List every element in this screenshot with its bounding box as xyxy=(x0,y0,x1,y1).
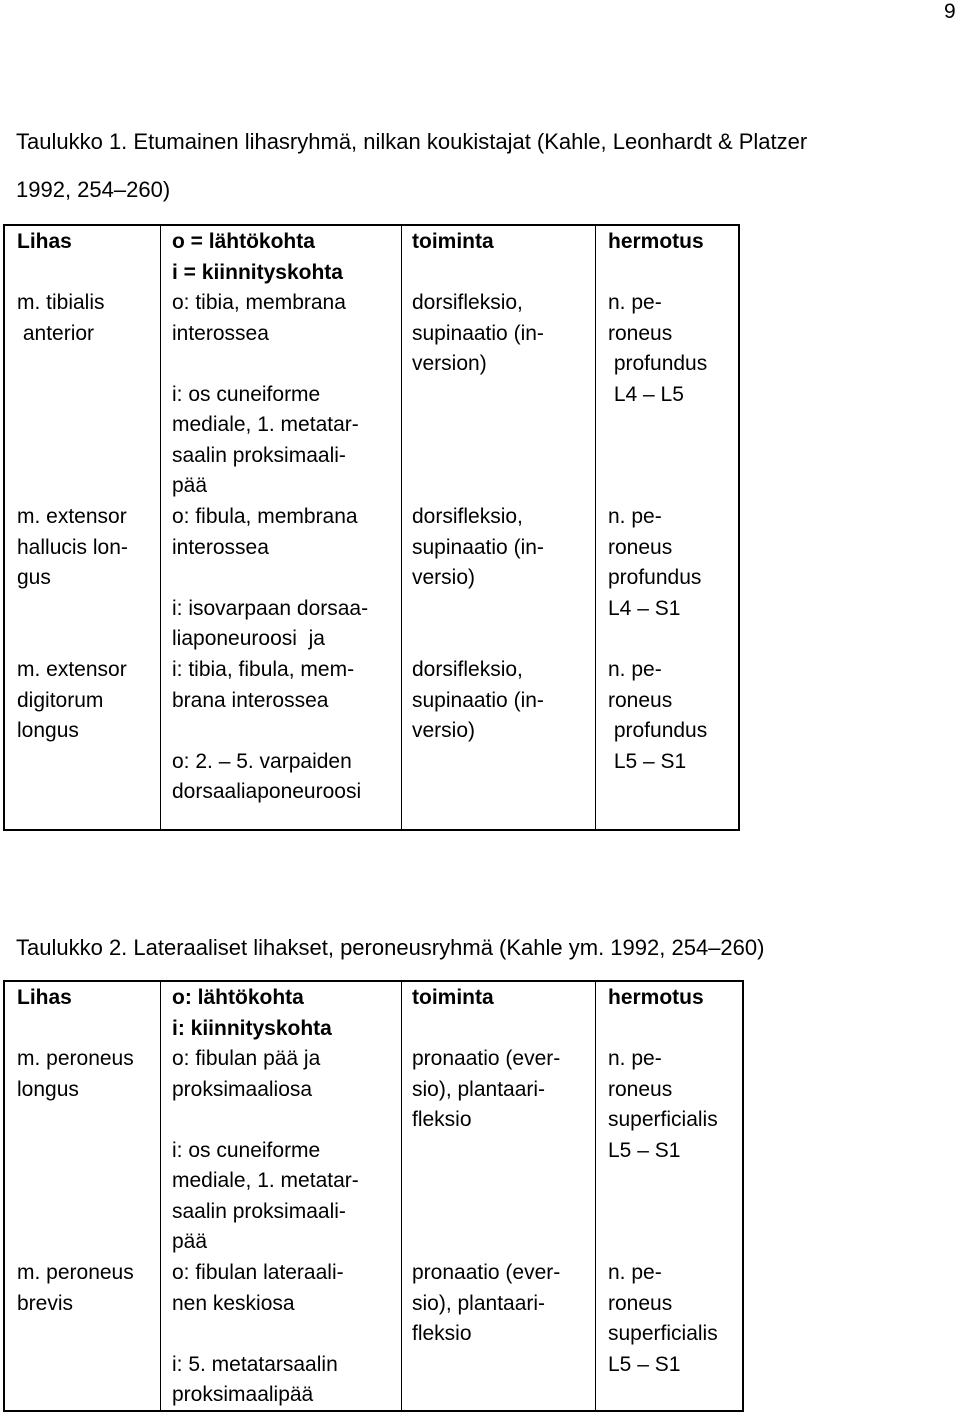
table1-row2-lihas xyxy=(17,502,128,594)
cell-line: liaponeuroosi ja xyxy=(172,627,325,650)
cell-line: n. pe- xyxy=(608,1261,662,1284)
table1-header-hermotus: hermotus xyxy=(608,230,704,253)
table1-caption xyxy=(16,118,946,214)
cell-line: i: isovarpaan dorsaa- xyxy=(172,596,369,620)
table2-row1-hermotus xyxy=(608,1044,718,1166)
cell-line: saalin proksimaali- xyxy=(172,1199,346,1223)
cell-line: o: tibia, membrana xyxy=(172,291,346,314)
table1-caption-line: Taulukko 1. Etumainen lihasryhmä, nilkan koukistajat (Kahle, Leonhardt & Platzer xyxy=(16,129,808,154)
table1-row1-toiminta xyxy=(412,288,544,380)
table2-header-kohta xyxy=(172,983,332,1044)
table2-caption-line: Taulukko 2. Lateraaliset lihakset, peroneusryhmä (Kahle ym. 1992, 254–260) xyxy=(16,935,765,960)
cell-line: L4 – L5 xyxy=(608,382,684,406)
table1-row1-kohta xyxy=(172,288,359,502)
cell-line: o: fibulan pää ja xyxy=(172,1047,321,1070)
cell-line: n. pe- xyxy=(608,1047,662,1070)
header-line: i = kiinnityskohta xyxy=(172,260,343,284)
table1-row3-hermotus xyxy=(608,655,707,777)
cell-line: m. tibialis xyxy=(17,291,105,314)
table2-col-divider xyxy=(401,982,402,1410)
cell-line xyxy=(172,563,368,594)
cell-line: mediale, 1. metatar- xyxy=(172,1169,359,1192)
cell-line: m. extensor xyxy=(17,505,127,528)
cell-line: roneus xyxy=(608,688,673,712)
table2 xyxy=(3,980,744,1412)
cell-line: sio), plantaari- xyxy=(412,1291,546,1315)
cell-line: L5 – S1 xyxy=(608,1138,681,1162)
cell-line: profundus xyxy=(608,352,708,375)
cell-line: m. peroneus xyxy=(17,1047,134,1070)
cell-line: o: fibula, membrana xyxy=(172,505,358,528)
table1-caption-line: 1992, 254–260) xyxy=(16,177,171,202)
cell-line: n. pe- xyxy=(608,505,662,528)
table1-row2-kohta xyxy=(172,502,368,655)
cell-line: mediale, 1. metatar- xyxy=(172,413,359,436)
cell-line: roneus xyxy=(608,321,673,345)
table2-row1-lihas xyxy=(17,1044,134,1105)
table2-row1-toiminta xyxy=(412,1044,560,1136)
header-line: i: kiinnityskohta xyxy=(172,1016,332,1040)
cell-line: dorsifleksio, xyxy=(412,658,523,681)
table1-header-lihas: Lihas xyxy=(17,230,72,253)
cell-line: profundus xyxy=(608,719,708,742)
cell-line: sio), plantaari- xyxy=(412,1077,546,1101)
table2-col-divider xyxy=(595,982,596,1410)
table1-col-divider xyxy=(595,226,596,829)
table2-caption xyxy=(16,924,946,972)
cell-line: n. pe- xyxy=(608,291,662,314)
cell-line: supinaatio (in- xyxy=(412,688,544,712)
table1-row1-lihas xyxy=(17,288,105,349)
cell-line: brevis xyxy=(17,1291,74,1315)
cell-line: proksimaaliosa xyxy=(172,1077,313,1101)
cell-line: roneus xyxy=(608,535,673,559)
table2-header-lihas: Lihas xyxy=(17,986,72,1009)
cell-line: longus xyxy=(17,719,79,742)
cell-line: L5 – S1 xyxy=(608,749,687,773)
cell-line: pää xyxy=(172,474,208,497)
cell-line: i: 5. metatarsaalin xyxy=(172,1352,338,1376)
table1-row2-hermotus xyxy=(608,502,701,624)
cell-line: dorsifleksio, xyxy=(412,505,523,528)
cell-line: hallucis lon- xyxy=(17,535,128,559)
cell-line: versio) xyxy=(412,719,476,742)
cell-line: supinaatio (in- xyxy=(412,321,544,345)
table1-row2-toiminta xyxy=(412,502,544,594)
cell-line: supinaatio (in- xyxy=(412,535,544,559)
cell-line: i: tibia, fibula, mem- xyxy=(172,658,355,681)
cell-line: m. peroneus xyxy=(17,1261,134,1284)
cell-line: pronaatio (ever- xyxy=(412,1261,561,1284)
page-number: 9 xyxy=(944,0,956,23)
cell-line: m. extensor xyxy=(17,658,127,681)
cell-line: version) xyxy=(412,352,487,375)
header-line: o: lähtökohta xyxy=(172,986,304,1009)
cell-line: fleksio xyxy=(412,1108,472,1131)
table1-row3-kohta xyxy=(172,655,361,808)
table2-header-toiminta: toiminta xyxy=(412,986,494,1009)
cell-line: profundus xyxy=(608,566,702,589)
cell-line xyxy=(172,349,359,380)
cell-line: superficialis xyxy=(608,1322,718,1345)
cell-line: i: os cuneiforme xyxy=(172,1138,321,1162)
cell-line: i: os cuneiforme xyxy=(172,382,321,406)
table1-header-kohta xyxy=(172,227,343,288)
table1 xyxy=(3,224,740,831)
cell-line: gus xyxy=(17,566,51,589)
cell-line: roneus xyxy=(608,1077,673,1101)
cell-line: n. pe- xyxy=(608,658,662,681)
table2-row2-lihas xyxy=(17,1258,134,1319)
header-line: o = lähtökohta xyxy=(172,230,315,253)
table2-col-divider xyxy=(160,982,161,1410)
table1-row3-lihas xyxy=(17,655,127,747)
cell-line: o: fibulan lateraali- xyxy=(172,1261,344,1284)
cell-line: fleksio xyxy=(412,1322,472,1345)
cell-line: dorsifleksio, xyxy=(412,291,523,314)
cell-line: nen keskiosa xyxy=(172,1291,295,1315)
table1-row1-hermotus xyxy=(608,288,707,410)
table1-row3-toiminta xyxy=(412,655,544,747)
cell-line: interossea xyxy=(172,321,269,345)
cell-line: saalin proksimaali- xyxy=(172,443,346,467)
table2-row2-kohta xyxy=(172,1258,344,1411)
table2-row2-hermotus xyxy=(608,1258,718,1380)
cell-line: pronaatio (ever- xyxy=(412,1047,561,1070)
table1-header-toiminta: toiminta xyxy=(412,230,494,253)
cell-line: pää xyxy=(172,1230,208,1253)
cell-line: L4 – S1 xyxy=(608,596,681,620)
cell-line: anterior xyxy=(17,321,95,345)
table1-col-divider xyxy=(160,226,161,829)
cell-line xyxy=(172,1319,344,1350)
table2-header-hermotus: hermotus xyxy=(608,986,704,1009)
cell-line: L5 – S1 xyxy=(608,1352,681,1376)
cell-line: proksimaalipää xyxy=(172,1383,314,1406)
cell-line: interossea xyxy=(172,535,269,559)
cell-line: superficialis xyxy=(608,1108,718,1131)
cell-line: brana interossea xyxy=(172,688,329,712)
table2-row1-kohta xyxy=(172,1044,359,1258)
cell-line: o: 2. – 5. varpaiden xyxy=(172,749,352,773)
cell-line: digitorum xyxy=(17,688,104,712)
cell-line: dorsaaliaponeuroosi xyxy=(172,780,362,803)
cell-line xyxy=(172,716,361,747)
table2-row2-toiminta xyxy=(412,1258,560,1350)
cell-line: roneus xyxy=(608,1291,673,1315)
cell-line: versio) xyxy=(412,566,476,589)
cell-line: longus xyxy=(17,1077,79,1101)
cell-line xyxy=(172,1105,359,1136)
table1-col-divider xyxy=(401,226,402,829)
